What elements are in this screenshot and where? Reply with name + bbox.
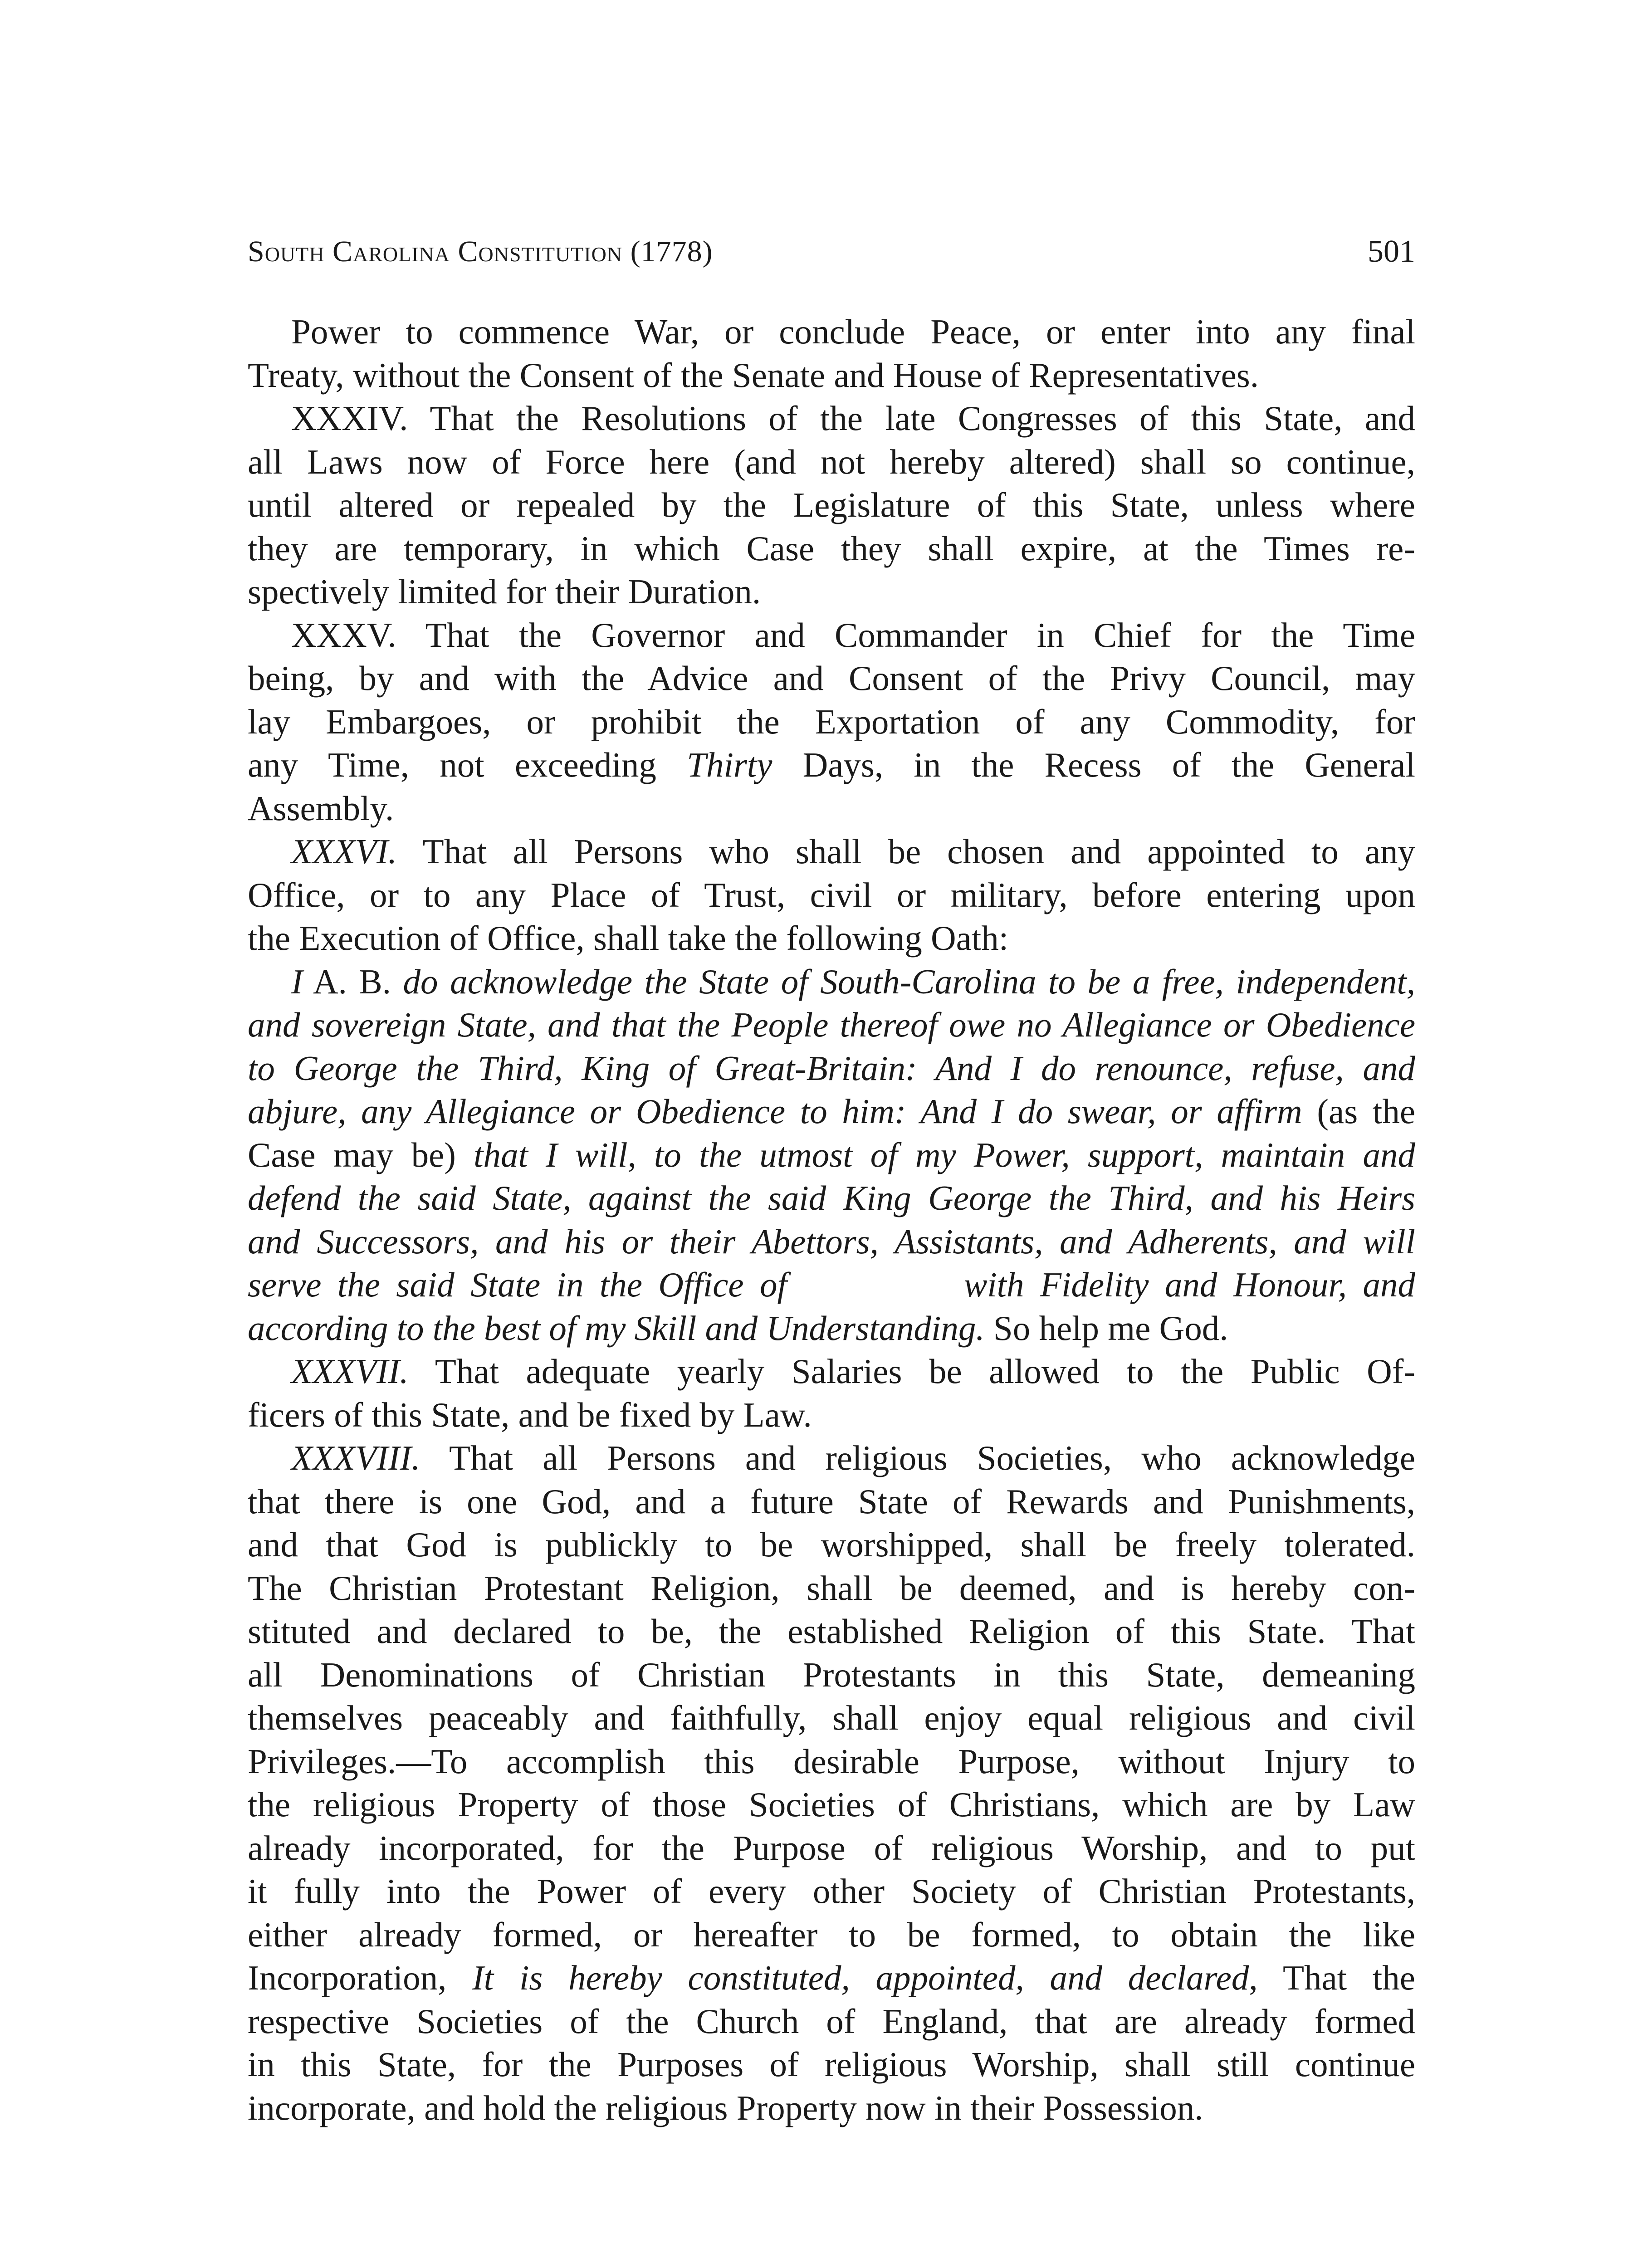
text-run: themselves peaceably and faithfully, shall enjoy equal religious and civil [248,1698,1415,1737]
italic-text: that I will, to the utmost of my Power, support, maintain and [474,1135,1415,1174]
paragraph-line [248,1307,1415,1350]
text-run: Treaty, without the Consent of the Senate and House of Representatives. [248,355,1259,395]
text-run: Assembly. [248,788,394,828]
italic-text: according to the best of my Skill and Understanding. [248,1308,985,1348]
italic-text: and Successors, and his or their Abettors, Assistants, and Adherents, and will [248,1222,1415,1261]
paragraph-line [248,1134,1415,1177]
italic-text: XXXVIII. [291,1438,420,1477]
paragraph-line [248,1956,1415,2000]
paragraph-line [248,2000,1415,2043]
paragraph-line [248,1263,1415,1307]
text-run: Case may be) [248,1135,474,1174]
text-run: and that God is publickly to be worshipped, shall be freely tolerated. [248,1525,1415,1564]
italic-text: It is hereby constituted, appointed, and declared [472,1958,1249,1997]
text-run: spectively limited for their Duration. [248,572,761,611]
italic-text: do acknowledge the State of South-Carolina to be a free, independent, [403,962,1416,1001]
paragraph-first-line [248,614,1415,657]
text-run: in this State, for the Purposes of religious Worship, shall still continue [248,2045,1415,2084]
text-run: (as the [1302,1092,1415,1131]
paragraph-line [248,2087,1415,2130]
text-run: , That the [1249,1958,1415,1997]
text-run: lay Embargoes, or prohibit the Exportation of any Commodity, for [248,702,1415,741]
paragraph-line [248,657,1415,700]
paragraph-line [248,1696,1415,1740]
text-run: Privileges.—To accomplish this desirable Purpose, without Injury to [248,1741,1415,1781]
paragraph-line [248,1177,1415,1220]
running-title: South Carolina Constitution (1778) [248,235,713,268]
text-run: XXXIV. That the Resolutions of the late Congresses of this State, and [291,399,1415,438]
paragraph-line [248,1047,1415,1090]
italic-text: XXXVI. [291,832,397,871]
paragraph-first-line [248,397,1415,440]
text-run: XXXV. That the Governor and Commander in Chief for the Time [291,615,1415,655]
text-run: ficers of this State, and be fixed by Law. [248,1395,812,1434]
text-run: the religious Property of those Societies of Christians, which are by Law [248,1785,1415,1824]
text-run: The Christian Protestant Religion, shall be deemed, and is hereby con- [248,1568,1415,1608]
italic-text: XXXVII. [291,1352,409,1391]
paragraph-line [248,787,1415,831]
text-run: Office, or to any Place of Trust, civil or military, before entering upon [248,875,1415,914]
text-run: Days, in the Recess of the General [772,745,1415,784]
italic-text: with Fidelity and Honour, and [963,1265,1415,1304]
paragraph-line [248,570,1415,614]
text-run: any Time, not exceeding [248,745,687,784]
text-run: all Laws now of Force here (and not hereby altered) shall so continue, [248,442,1415,481]
paragraph-line [248,917,1415,960]
paragraph-line [248,354,1415,397]
running-head [248,227,1415,277]
text-run: it fully into the Power of every other Society of Christian Protestants, [248,1872,1415,1911]
body-text [248,310,1415,2130]
italic-text: serve the said State in the Office of [248,1265,787,1304]
italic-text: I [291,962,303,1001]
text-run: That all Persons and religious Societies, who acknowledge [420,1438,1415,1477]
paragraph-line [248,1480,1415,1524]
text-run: that there is one God, and a future State of Rewards and Punishments, [248,1481,1415,1521]
paragraph-line [248,1523,1415,1567]
text-run: So help me God. [984,1308,1228,1348]
text-run: That all Persons who shall be chosen and appointed to any [397,832,1415,871]
paragraph-line [248,1740,1415,1784]
paragraph-line [248,1610,1415,1653]
italic-text: Thirty [687,745,772,784]
text-run: stituted and declared to be, the established Religion of this State. That [248,1612,1415,1651]
paragraph-first-line [248,1437,1415,1480]
paragraph-line [248,1783,1415,1827]
text-run: all Denominations of Christian Protestants in this State, demeaning [248,1655,1415,1694]
italic-text: to George the Third, King of Great-Britain: And I do renounce, refuse, and [248,1048,1415,1088]
text-run: being, by and with the Advice and Consent of the Privy Council, may [248,659,1415,698]
text-run: Incorporation, [248,1958,473,1997]
paragraph-line [248,1913,1415,1957]
paragraph-line [248,700,1415,744]
text-run: incorporate, and hold the religious Property now in their Possession. [248,2088,1203,2127]
paragraph-line [248,2043,1415,2087]
paragraph-line [248,874,1415,917]
text-run: Power to commence War, or conclude Peace, or enter into any final [291,312,1415,351]
paragraph-first-line [248,830,1415,874]
paragraph-line [248,440,1415,484]
paragraph-line [248,1220,1415,1264]
text-run: they are temporary, in which Case they shall expire, at the Times re- [248,528,1415,568]
page-number: 501 [1368,234,1415,269]
paragraph-line [248,1567,1415,1610]
paragraph-first-line [248,960,1415,1004]
paragraph-first-line [248,1350,1415,1393]
text-run: until altered or repealed by the Legislature of this State, unless where [248,485,1415,524]
paragraph-line [248,484,1415,527]
paragraph-line [248,1393,1415,1437]
text-run: either already formed, or hereafter to be formed, to obtain the like [248,1915,1415,1954]
paragraph-first-line [248,310,1415,354]
paragraph-line [248,1870,1415,1913]
italic-text: abjure, any Allegiance or Obedience to him: And I do swear, or affirm [248,1092,1302,1131]
paragraph-line [248,1653,1415,1697]
italic-text: defend the said State, against the said King George the Third, and his Heirs [248,1178,1415,1217]
paragraph-line [248,1090,1415,1134]
paragraph-line [248,1827,1415,1870]
italic-text: and sovereign State, and that the People thereof owe no Allegiance or Obedience [248,1005,1415,1044]
text-run: respective Societies of the Church of England, that are already formed [248,2001,1415,2041]
text-run: That adequate yearly Salaries be allowed to the Public Of- [408,1352,1415,1391]
paragraph-line [248,527,1415,571]
text-run: the Execution of Office, shall take the following Oath: [248,919,1009,958]
paragraph-line [248,1003,1415,1047]
text-run: A. B. [303,962,403,1001]
text-run: already incorporated, for the Purpose of religious Worship, and to put [248,1828,1415,1867]
paragraph-line [248,743,1415,787]
